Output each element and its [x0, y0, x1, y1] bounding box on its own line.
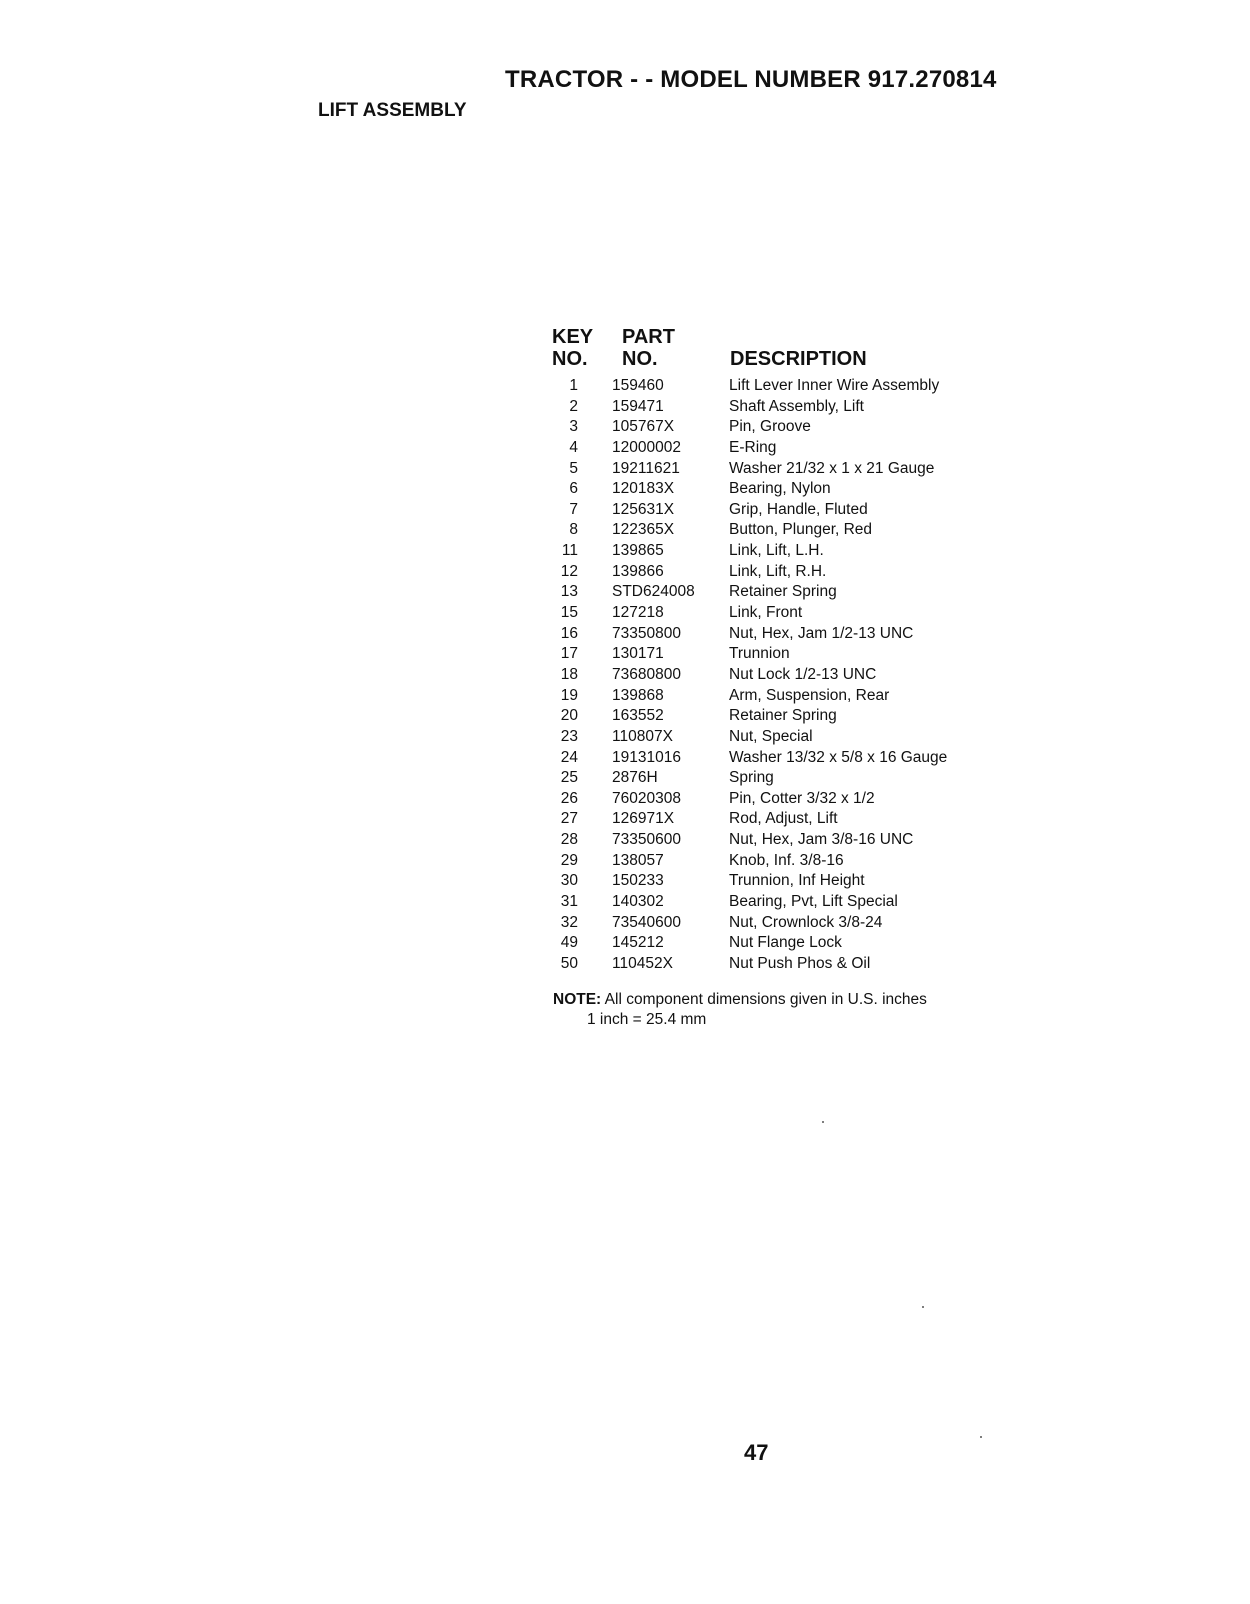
table-row	[546, 913, 1006, 934]
key-no-cell: 3	[569, 418, 578, 436]
part-no-cell: 139866	[612, 562, 664, 580]
key-no-cell: 27	[560, 810, 578, 828]
part-no-cell: 139865	[612, 542, 664, 560]
description-cell: Nut, Special	[729, 727, 813, 745]
key-no-cell: 6	[569, 480, 578, 498]
key-no-cell: 15	[560, 604, 578, 622]
key-header-line2: NO.	[552, 348, 588, 370]
description-cell: Nut Push Phos & Oil	[729, 954, 871, 972]
table-row	[546, 500, 1006, 521]
table-row	[546, 768, 1006, 789]
scan-speck	[922, 1306, 924, 1308]
part-no-cell: STD624008	[612, 583, 695, 601]
part-no-cell: 73680800	[612, 665, 681, 683]
description-cell: Lift Lever Inner Wire Assembly	[729, 377, 940, 394]
part-no-cell: 122365X	[612, 521, 675, 539]
description-cell: Link, Front	[729, 604, 803, 622]
part-no-cell: 130171	[612, 645, 664, 663]
table-row	[546, 748, 1006, 769]
key-no-cell: 1	[569, 377, 578, 394]
table-row	[546, 479, 1006, 500]
key-no-cell: 20	[560, 707, 578, 725]
part-no-cell: 145212	[612, 934, 664, 952]
table-row	[546, 892, 1006, 913]
description-cell: Nut, Hex, Jam 3/8-16 UNC	[729, 831, 914, 849]
note-text: All component dimensions given in U.S. inches	[601, 991, 927, 1008]
table-row	[546, 830, 1006, 851]
part-no-cell: 140302	[612, 893, 664, 911]
table-row	[546, 851, 1006, 872]
part-no-cell: 2876H	[612, 769, 658, 787]
key-no-cell: 16	[560, 624, 578, 642]
table-row	[546, 397, 1006, 418]
description-cell: Washer 21/32 x 1 x 21 Gauge	[729, 459, 935, 477]
part-no-cell: 159460	[612, 377, 664, 394]
part-no-cell: 163552	[612, 707, 664, 725]
key-no-cell: 17	[560, 645, 578, 663]
part-no-cell: 110452X	[612, 954, 673, 972]
description-cell: Shaft Assembly, Lift	[729, 397, 864, 415]
part-no-cell: 73350600	[612, 831, 681, 849]
description-cell: Retainer Spring	[729, 583, 837, 601]
part-no-cell: 125631X	[612, 500, 675, 518]
description-cell: Retainer Spring	[729, 707, 837, 725]
key-no-cell: 29	[560, 851, 578, 869]
part-no-cell: 73540600	[612, 913, 681, 931]
table-row	[546, 954, 1006, 975]
description-header: DESCRIPTION	[730, 348, 867, 370]
part-no-cell: 126971X	[612, 810, 675, 828]
table-row	[546, 727, 1006, 748]
description-cell: Spring	[729, 769, 774, 787]
table-row	[546, 562, 1006, 583]
description-cell: Bearing, Pvt, Lift Special	[729, 893, 898, 911]
description-cell: Washer 13/32 x 5/8 x 16 Gauge	[729, 748, 948, 766]
key-no-cell: 4	[569, 438, 578, 456]
key-no-cell: 12	[560, 562, 578, 580]
part-no-cell: 120183X	[612, 480, 675, 498]
description-cell: Button, Plunger, Red	[729, 521, 873, 539]
key-no-cell: 30	[560, 872, 578, 890]
part-no-cell: 73350800	[612, 624, 681, 642]
key-no-cell: 7	[569, 500, 578, 518]
part-no-cell: 19211621	[612, 459, 680, 477]
table-row	[546, 665, 1006, 686]
table-row	[546, 644, 1006, 665]
description-cell: Nut Lock 1/2-13 UNC	[729, 665, 877, 683]
key-no-cell: 23	[560, 727, 578, 745]
key-no-cell: 50	[560, 954, 578, 972]
parts-table	[546, 326, 1006, 975]
part-header-line2: NO.	[622, 348, 658, 370]
description-cell: Pin, Groove	[729, 418, 811, 436]
table-row	[546, 520, 1006, 541]
part-no-cell: 138057	[612, 851, 664, 869]
key-no-cell: 2	[569, 397, 578, 415]
description-cell: Rod, Adjust, Lift	[729, 810, 838, 828]
description-cell: E-Ring	[729, 438, 777, 456]
table-row	[546, 541, 1006, 562]
dimension-note	[553, 990, 927, 1030]
table-row	[546, 686, 1006, 707]
key-no-cell: 32	[560, 913, 578, 931]
table-row	[546, 706, 1006, 727]
key-header-line1: KEY	[552, 326, 594, 348]
key-no-cell: 26	[560, 789, 578, 807]
table-row	[546, 871, 1006, 892]
table-row	[546, 603, 1006, 624]
description-cell: Link, Lift, L.H.	[729, 542, 824, 560]
description-cell: Grip, Handle, Fluted	[729, 500, 868, 518]
key-no-cell: 25	[560, 769, 578, 787]
page-title: TRACTOR - - MODEL NUMBER 917.270814	[505, 66, 997, 93]
key-no-cell: 13	[560, 583, 578, 601]
table-body	[546, 376, 1006, 975]
part-no-cell: 110807X	[612, 727, 673, 745]
part-no-header	[622, 326, 675, 370]
section-title: LIFT ASSEMBLY	[318, 100, 467, 121]
table-row	[546, 438, 1006, 459]
key-no-cell: 31	[560, 893, 578, 911]
table-row	[546, 376, 1006, 397]
part-no-cell: 127218	[612, 604, 664, 622]
page-number: 47	[744, 1440, 769, 1465]
part-no-cell: 19131016	[612, 748, 681, 766]
description-cell: Trunnion	[729, 645, 790, 663]
key-no-cell: 28	[560, 831, 578, 849]
table-row	[546, 624, 1006, 645]
part-no-cell: 76020308	[612, 789, 681, 807]
description-cell: Pin, Cotter 3/32 x 1/2	[729, 789, 875, 807]
description-cell: Nut, Crownlock 3/8-24	[729, 913, 883, 931]
key-no-cell: 49	[560, 934, 578, 952]
key-no-cell: 11	[561, 542, 578, 560]
table-header	[546, 326, 1006, 376]
description-cell: Knob, Inf. 3/8-16	[729, 851, 844, 869]
note-label: NOTE:	[553, 991, 602, 1008]
part-no-cell: 12000002	[612, 438, 681, 456]
key-no-cell: 8	[569, 521, 578, 539]
note-conversion: 1 inch = 25.4 mm	[587, 1011, 707, 1028]
part-no-cell: 105767X	[612, 418, 675, 436]
description-cell: Link, Lift, R.H.	[729, 562, 827, 580]
part-no-cell: 150233	[612, 872, 664, 890]
table-row	[546, 417, 1006, 438]
description-cell: Nut, Hex, Jam 1/2-13 UNC	[729, 624, 914, 642]
scan-speck	[822, 1121, 824, 1123]
part-no-cell: 159471	[612, 397, 664, 415]
part-header-line1: PART	[622, 326, 675, 348]
table-row	[546, 459, 1006, 480]
key-no-header	[552, 326, 593, 370]
description-cell: Bearing, Nylon	[729, 480, 831, 498]
part-no-cell: 139868	[612, 686, 664, 704]
description-cell: Arm, Suspension, Rear	[729, 686, 890, 704]
table-row	[546, 789, 1006, 810]
key-no-cell: 24	[560, 748, 578, 766]
key-no-cell: 19	[560, 686, 578, 704]
table-row	[546, 809, 1006, 830]
table-row	[546, 933, 1006, 954]
scan-speck	[980, 1436, 982, 1438]
description-cell: Trunnion, Inf Height	[729, 872, 865, 890]
key-no-cell: 5	[569, 459, 578, 477]
table-row	[546, 582, 1006, 603]
key-no-cell: 18	[560, 665, 578, 683]
description-cell: Nut Flange Lock	[729, 934, 842, 952]
